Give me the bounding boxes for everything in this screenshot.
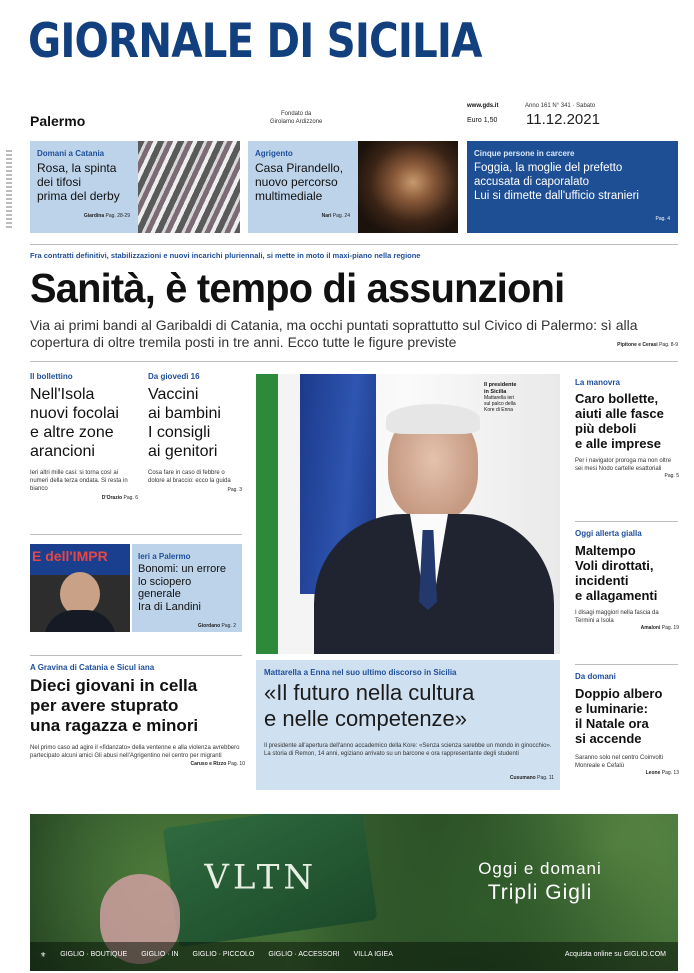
giglio-logo [567, 27, 677, 89]
story-bollettino[interactable]: Il bollettino Nell'Isola nuovi focolai e altre zone arancioni Ieri altri mille casi: si torna così ai numeri della terza ondata. Si resta in bianco D'Orazio Pag. 6 [30, 372, 138, 501]
price: Euro 1,50 [467, 117, 498, 124]
barcode-strip [6, 150, 12, 230]
teaser-catania[interactable]: Domani a Catania Rosa, la spinta dei tifosi prima del derby Giardina Pag. 28-29 [30, 141, 240, 233]
teaser-agrigento[interactable]: Agrigento Casa Pirandello, nuovo percorso multimediale Nari Pag. 24 [248, 141, 458, 233]
story-manovra[interactable]: La manovra Caro bollette, aiuti alle fasce più deboli e alle imprese Per i navigator proroga ma non oltre sei mesi Nodo cartelle esattoriali Pag. 5 [575, 378, 679, 479]
lily-icon: ⚜ [612, 38, 632, 64]
pirandello-portrait [358, 141, 458, 233]
issue-number: Anno 161 N° 341 · Sabato [525, 103, 596, 109]
teaser-foggia[interactable]: Cinque persone in carcere Foggia, la moglie del prefetto accusata di caporalato Lui si dimette dall'ufficio stranieri Pag. 4 [467, 141, 678, 233]
bonomi-photo: E dell'IMPR [30, 544, 130, 632]
mattarella-photo [256, 374, 560, 654]
lead-credit: Pipitone e Cerasi Pag. 8-9 [617, 342, 678, 348]
lead-deck: Via ai primi bandi al Garibaldi di Catania, ma occhi puntati soprattutto sul Civico di Palermo: sì alla copertura di oltre tremila posti in tre anni. Ecco tutte le figure previste [30, 317, 638, 350]
lead-headline[interactable]: Sanità, è tempo di assunzioni [30, 265, 565, 311]
photo-caption: Il presidente in Sicilia Mattarella ieri sul palco della Kore di Enna [484, 382, 517, 413]
story-natale[interactable]: Da domani Doppio albero e luminarie: il Natale ora si accende Saranno solo nel centro Coinvolti Monreale e Cefalù Leone Pag. 13 [575, 672, 679, 776]
fans-photo [138, 141, 240, 233]
story-bonomi[interactable]: Ieri a Palermo Bonomi: un errore lo sciopero generale Ira di Landini Giordano Pag. 2 [132, 544, 242, 632]
giglio-mark-icon: ⚜ [40, 952, 47, 959]
online-shop-link[interactable]: Acquista online su GIGLIO.COM [564, 951, 666, 958]
masthead-title: GIORNALE DI SICILIA [28, 14, 482, 69]
story-mattarella[interactable]: Mattarella a Enna nel suo ultimo discorso in Sicilia «Il futuro nella cultura e nelle competenze» Il presidente all'apertura dell'anno accademico della Kore: «Senza scienza sarebbe un mondo in ginocchio». La storia di Remon, 14 anni, egiziano arrivato su un barcone e ora rappresentante degli studenti Cusumano Pag. 11 [256, 660, 560, 790]
story-maltempo[interactable]: Oggi allerta gialla Maltempo Voli dirottati, incidenti e allagamenti I disagi maggiori nella fascia da Termini a Isola Amaloni Pag. 19 [575, 529, 679, 631]
bag-image: VLTN [163, 814, 378, 947]
logo-text: GIGLIO [601, 64, 643, 76]
edition-city: Palermo [30, 113, 86, 129]
issue-date: 11.12.2021 [526, 111, 600, 128]
lead-kicker: Fra contratti definitivi, stabilizzazioni e nuovi incarichi pluriennali, si mette in moto il maxi-piano nella regione [30, 251, 421, 260]
story-vaccini[interactable]: Da giovedì 16 Vaccini ai bambini I consigli ai genitori Cosa fare in caso di febbre o dolore al braccio: ecco la guida Pag. 3 [148, 372, 242, 493]
story-gravina[interactable]: A Gravina di Catania e Sicul iana Dieci giovani in cella per avere stuprato una ragazza e minori Nel primo caso ad agire il «fidanzato» della ventenne e alla violenza avrebbero partecipato alcuni amici Gli abusi nell'Agrigentino nel centro per migranti Caruso e Rizzo Pag. 10 [30, 663, 245, 767]
founded-note: Fondato da Girolamo Ardizzone [270, 111, 323, 125]
giglio-advertisement[interactable]: VLTN Oggi e domani Tripli Gigli ⚜ GIGLIO · BOUTIQUE GIGLIO · IN GIGLIO · PICCOLO GIGLIO · ACCESSORI VILLA IGIEA Acquista online su GIGLIO.COM [30, 814, 678, 971]
website: www.gds.it [467, 103, 499, 109]
